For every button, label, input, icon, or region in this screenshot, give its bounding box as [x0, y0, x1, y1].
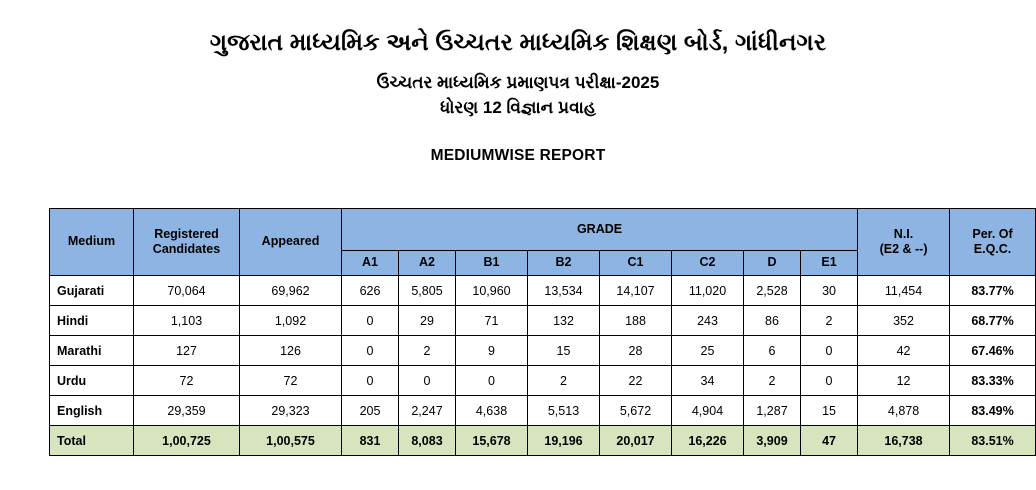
board-title: ગુજરાત માધ્યમિક અને ઉચ્ચતર માધ્યમિક શિક્ષણ બોર્ડ, ગાંધીનગર [209, 29, 827, 55]
col-header-grade-b2: B2 [528, 251, 600, 276]
cell-grade-b2-total: 19,196 [528, 426, 600, 456]
col-header-medium: Medium [50, 209, 134, 276]
cell-medium-total: Total [50, 426, 134, 456]
table-row [50, 276, 1036, 306]
cell-registered-total: 1,00,725 [134, 426, 240, 456]
cell-grade-c2: 34 [672, 366, 744, 396]
cell-grade-b2: 5,513 [528, 396, 600, 426]
ni-line2: (E2 & --) [879, 242, 928, 256]
cell-grade-b1-total: 15,678 [456, 426, 528, 456]
col-header-grade-b1: B1 [456, 251, 528, 276]
document-header [0, 0, 1036, 165]
table-row-total [50, 426, 1036, 456]
table-row [50, 306, 1036, 336]
cell-grade-b1: 71 [456, 306, 528, 336]
exam-name-line: ઉચ્ચતર માધ્યમિક પ્રમાણપત્ર પરીક્ષા-2025 [376, 73, 660, 93]
cell-grade-d-total: 3,909 [744, 426, 801, 456]
col-header-appeared: Appeared [240, 209, 342, 276]
col-header-percent-eqc [950, 209, 1036, 276]
cell-appeared: 72 [240, 366, 342, 396]
table-row [50, 366, 1036, 396]
cell-medium: English [50, 396, 134, 426]
cell-grade-a1: 0 [342, 366, 399, 396]
cell-grade-c1: 28 [600, 336, 672, 366]
percent-line1: Per. Of [972, 226, 1013, 241]
cell-medium: Hindi [50, 306, 134, 336]
cell-appeared: 126 [240, 336, 342, 366]
cell-percent-eqc: 68.77% [950, 306, 1036, 336]
cell-appeared: 29,323 [240, 396, 342, 426]
cell-grade-e1: 30 [801, 276, 858, 306]
cell-grade-e1: 0 [801, 366, 858, 396]
col-header-grade-d: D [744, 251, 801, 276]
cell-grade-c2-total: 16,226 [672, 426, 744, 456]
cell-grade-d: 2 [744, 366, 801, 396]
percent-line2: E.Q.C. [973, 242, 1012, 256]
cell-grade-e1: 2 [801, 306, 858, 336]
cell-grade-a2: 5,805 [399, 276, 456, 306]
cell-grade-a1: 0 [342, 336, 399, 366]
cell-medium: Marathi [50, 336, 134, 366]
stream-line: ધોરણ 12 વિજ્ઞાન પ્રવાહ [440, 98, 596, 118]
cell-appeared: 1,092 [240, 306, 342, 336]
registered-candidates-line2: Candidates [152, 242, 221, 256]
cell-grade-d: 86 [744, 306, 801, 336]
cell-grade-a2: 0 [399, 366, 456, 396]
cell-grade-b1: 9 [456, 336, 528, 366]
cell-medium: Gujarati [50, 276, 134, 306]
cell-percent-eqc: 83.77% [950, 276, 1036, 306]
col-header-grade-e1: E1 [801, 251, 858, 276]
cell-percent-eqc-total: 83.51% [950, 426, 1036, 456]
cell-grade-c2: 243 [672, 306, 744, 336]
cell-grade-a2: 2,247 [399, 396, 456, 426]
cell-grade-e1: 15 [801, 396, 858, 426]
col-header-grade-group: GRADE [342, 209, 858, 251]
cell-grade-c1-total: 20,017 [600, 426, 672, 456]
cell-grade-a1: 205 [342, 396, 399, 426]
cell-percent-eqc: 83.49% [950, 396, 1036, 426]
col-header-grade-c1: C1 [600, 251, 672, 276]
cell-ni: 352 [858, 306, 950, 336]
table-row [50, 336, 1036, 366]
header-row-primary [50, 209, 1036, 251]
cell-appeared-total: 1,00,575 [240, 426, 342, 456]
cell-grade-c2: 4,904 [672, 396, 744, 426]
cell-registered: 72 [134, 366, 240, 396]
cell-grade-a2-total: 8,083 [399, 426, 456, 456]
cell-medium: Urdu [50, 366, 134, 396]
cell-grade-a2: 29 [399, 306, 456, 336]
cell-percent-eqc: 83.33% [950, 366, 1036, 396]
cell-grade-d: 2,528 [744, 276, 801, 306]
ni-line1: N.I. [893, 226, 914, 241]
cell-registered: 70,064 [134, 276, 240, 306]
cell-grade-b2: 15 [528, 336, 600, 366]
cell-grade-e1: 0 [801, 336, 858, 366]
mediumwise-report-table [49, 208, 1036, 456]
cell-grade-a1: 626 [342, 276, 399, 306]
mediumwise-table-wrapper [49, 208, 1014, 456]
col-header-grade-a1: A1 [342, 251, 399, 276]
cell-grade-c1: 22 [600, 366, 672, 396]
cell-grade-e1-total: 47 [801, 426, 858, 456]
cell-percent-eqc: 67.46% [950, 336, 1036, 366]
cell-grade-c2: 11,020 [672, 276, 744, 306]
cell-grade-c1: 14,107 [600, 276, 672, 306]
cell-grade-b1: 10,960 [456, 276, 528, 306]
table-body [50, 276, 1036, 456]
cell-grade-d: 6 [744, 336, 801, 366]
cell-grade-d: 1,287 [744, 396, 801, 426]
cell-ni-total: 16,738 [858, 426, 950, 456]
cell-registered: 127 [134, 336, 240, 366]
registered-candidates-line1: Registered [154, 226, 219, 241]
cell-grade-c1: 5,672 [600, 396, 672, 426]
cell-grade-c2: 25 [672, 336, 744, 366]
col-header-grade-a2: A2 [399, 251, 456, 276]
cell-registered: 29,359 [134, 396, 240, 426]
table-head [50, 209, 1036, 276]
cell-grade-b1: 0 [456, 366, 528, 396]
cell-grade-b1: 4,638 [456, 396, 528, 426]
cell-appeared: 69,962 [240, 276, 342, 306]
cell-ni: 12 [858, 366, 950, 396]
cell-ni: 11,454 [858, 276, 950, 306]
cell-grade-c1: 188 [600, 306, 672, 336]
table-row [50, 396, 1036, 426]
cell-grade-a2: 2 [399, 336, 456, 366]
cell-grade-b2: 2 [528, 366, 600, 396]
report-title: MEDIUMWISE REPORT [430, 147, 606, 165]
cell-grade-b2: 13,534 [528, 276, 600, 306]
col-header-registered-candidates [134, 209, 240, 276]
cell-grade-b2: 132 [528, 306, 600, 336]
cell-grade-a1: 0 [342, 306, 399, 336]
col-header-grade-c2: C2 [672, 251, 744, 276]
cell-registered: 1,103 [134, 306, 240, 336]
col-header-ni [858, 209, 950, 276]
cell-grade-a1-total: 831 [342, 426, 399, 456]
cell-ni: 4,878 [858, 396, 950, 426]
cell-ni: 42 [858, 336, 950, 366]
